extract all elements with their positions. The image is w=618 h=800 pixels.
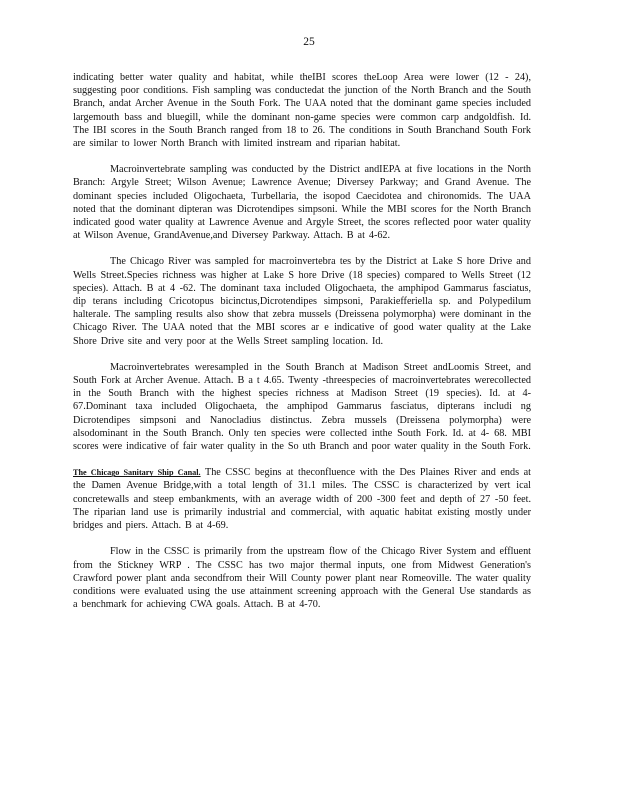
paragraph-cssc-flow: Flow in the CSSC is primarily from the upstream flow of the Chicago River System and effluent from the Stickney WRP . The CSSC has two major thermal inputs, one from Midwest Generation's Crawford power plant anda secondfrom their Will County power plant near Romeoville. The water quality conditions were evaluated using the use attainment screening approach with the General Use standards as a benchmark for achieving CWA goals. Attach. B at 4-70. xyxy=(73,546,531,611)
paragraph-north-branch-macroinvertebrates: Macroinvertebrate sampling was conducted by the District andIEPA at five locations in the North Branch: Argyle Street; Wilson Avenue; Lawrence Avenue; Diversey Parkway; and Grand Avenue. The dominant species included Oligochaeta, Turbellaria, the isopod Caecidotea and chironomids. The UAA noted that the dominant dipteran was Dicrotendipes simpsoni. While the MBI scores for the North Branch indicated good water quality at Lawrence Avenue and Argyle Street, the scores reflected poor water quality at Wilson Avenue, GrandAvenue,and Diversey Parkway. Attach. B at 4-62. xyxy=(73,164,531,242)
paragraph-cssc xyxy=(73,466,531,532)
paragraph-south-branch-macroinvertebrates: Macroinvertebrates weresampled in the South Branch at Madison Street andLoomis Street, and South Fork at Archer Avenue. Attach. B a t 4.65. Twenty -threespecies of macroinvertebrates werecollected in the South Branch with the highest species richness at Madison Street (19 species). Id. at 4- 67.Dominant taxa included Oligochaeta, the amphipod Gammarus fasciatus, dipterans includi ng Dicrotendipes simpsoni and Nanocladius distinctus. Zebra mussels (Dreissena polymorpha) were alsodominant in the South Branch. Only ten species were collected inthe South Fork. Id. at 4- 68. MBI scores were indicative of fair water quality in the So uth Branch and poor water quality in the South Fork. xyxy=(73,361,531,453)
page-number: 25 xyxy=(303,36,315,48)
section-heading-cssc: The Chicago Sanitary Ship Canal. xyxy=(73,468,201,478)
paragraph-cssc-text: The CSSC begins at theconfluence with the Des Plaines River and ends at the Damen Avenue Bridge,with a total length of 31.1 miles. The CSSC is characterized by vert ical concretewalls and steep embankments, with an average width of 200 -300 feet and depth of 27 -50 feet. The riparian land use is primarily industrial and commercial, with aquatic habitat existing mostly under bridges and piers. Attach. B at 4-69. xyxy=(73,467,532,532)
document-body xyxy=(73,71,531,624)
paragraph-chicago-river-sampling: The Chicago River was sampled for macroinvertebra tes by the District at Lake S hore Drive and Wells Street.Species richness was higher at Lake S hore Drive (18 species) compared to Wells Street (12 species). Attach. B at 4 -62. The dominant taxa included Oligochaeta, the amphipod Gammarus fasciatus, dip terans including Cricotopus bicinctus,Dicrotendipes simpsoni, Parakiefferiella sp. and Polypedilum halterale. The sampling results also show that zebra mussels (Dreissena polymorpha) were dominant in the Chicago River. The UAA noted that the MBI scores ar e indicative of good water quality at the Lake Shore Drive site and very poor at the Wells Street sampling location. Id. xyxy=(73,256,531,347)
paragraph-fish-sampling: indicating better water quality and habitat, while theIBI scores theLoop Area were lower (12 - 24), suggesting poor conditions. Fish sampling was conductedat the junction of the North Branch and the South Branch, andat Archer Avenue in the South Fork. The UAA noted that the dominant game species included largemouth bass and bluegill, while the dominant non-game species were common carp andgoldfish. Id. The IBI scores in the South Branch ranged from 18 to 26. The conditions in South Branchand South Fork are similar to lower North Branch with limited instream and riparian habitat. xyxy=(73,72,531,150)
